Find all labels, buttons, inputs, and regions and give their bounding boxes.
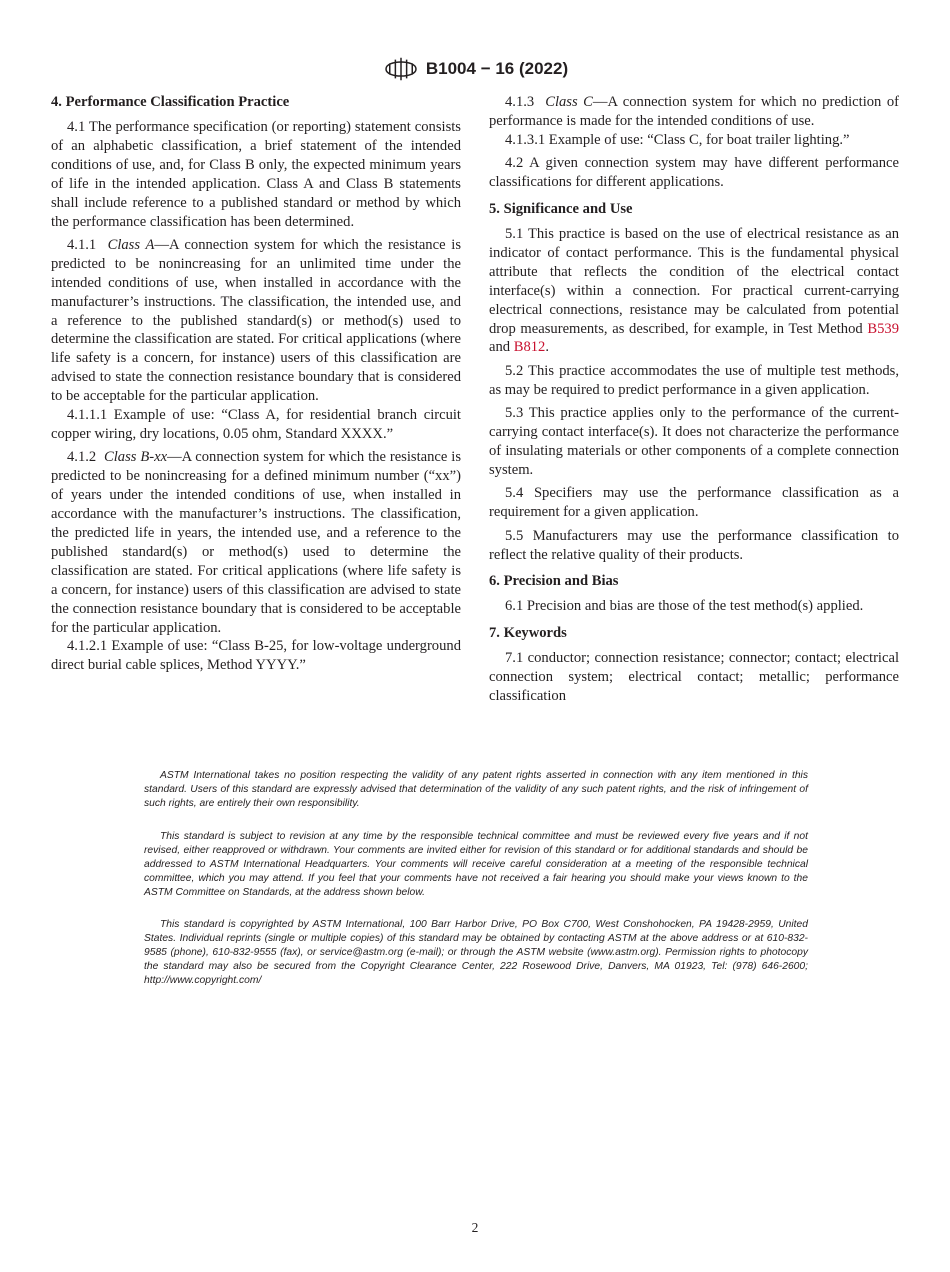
footer-patent-notice: ASTM International takes no position respecting the validity of any patent rights asserted in connection with any item mentioned in this standard. Users of this standard are expressly advised that determination of the validity of any such patent rights, and the risk of infringement of such rights, are entirely their own responsibility.	[144, 770, 808, 809]
paragraph-5-1: 5.1 This practice is based on the use of electrical resistance as an indicator of contact performance. This is the fundamental physical attribute that reflects the condition of the electrical contact interface(s) within a connection. For practical current-carrying electrical connections, resistance may be calculated from potential drop measurements, as described, for example, in Test Method B539 and B812.	[489, 226, 899, 356]
section-5-heading: 5. Significance and Use	[489, 201, 633, 218]
paragraph-5-4: 5.4 Specifiers may use the performance classification as a requirement for a given application.	[489, 485, 899, 521]
link-b539[interactable]: B539	[867, 320, 899, 337]
astm-logo	[382, 54, 420, 84]
footer-revision-notice: This standard is subject to revision at any time by the responsible technical committee and must be reviewed every five years and if not revised, either reapproved or withdrawn. Your comments are invited either for revision of this standard or for additional standards and should be addressed to ASTM International Headquarters. Your comments will receive careful consideration at a meeting of the responsible technical committee, which you may attend. If you feel that your comments have not received a fair hearing you should make your views known to the ASTM Committee on Standards, at the address shown below.	[144, 831, 808, 898]
section-4-heading: 4. Performance Classification Practice	[51, 94, 290, 110]
right-column	[489, 93, 899, 711]
paragraph-4-1-1: 4.1.1 Class A—A connection system for which the resistance is predicted to be nonincreasing for an unlimited time under the intended conditions of use, when installed in accordance with the manufacturer’s instructions. The classification, the intended use, and a reference to the published standard(s) or method(s) used to determine the classification are stated. For critical applications (where life safety is a concern, for instance) users of this classification are advised to state the connection resistance boundary that is considered to be acceptable for the particular application.	[51, 236, 461, 405]
footer-copyright-notice: This standard is copyrighted by ASTM International, 100 Barr Harbor Drive, PO Box C700, West Conshohocken, PA 19428-2959, United States. Individual reprints (single or multiple copies) of this standard may be obtained by contacting ASTM at the above address or at 610-832-9585 (phone), 610-832-9555 (fax), or service@astm.org (e-mail); or through the ASTM website (www.astm.org). Permission rights to photocopy the standard may also be secured from the Copyright Clearance Center, 222 Rosewood Drive, Danvers, MA 01923, Tel: (978) 646-2600; http://www.copyright.com/	[144, 919, 808, 986]
paragraph-4-2: 4.2 A given connection system may have different performance classifications for different applications.	[489, 155, 899, 191]
paragraph-4-1-1-1: 4.1.1.1 Example of use: “Class A, for residential branch circuit copper wiring, dry locations, 0.05 ohm, Standard XXXX.”	[51, 407, 461, 442]
paragraph-4-1-3-1: 4.1.3.1 Example of use: “Class C, for boat trailer lighting.”	[505, 131, 850, 148]
document-designation: B1004 − 16 (2022)	[425, 59, 569, 78]
paragraph-4-1-2: 4.1.2 Class B-xx—A connection system for which the resistance is predicted to be nonincreasing for a defined minimum number (“xx”) of years under the intended conditions of use, when installed in accordance with the manufacturer’s instructions. The classification, the predicted life in years, the intended use, and a reference to the published standard(s) or method(s) used to determine the classification are stated. For critical applications (where life safety is a concern, for instance) users of this classification are advised to state the connection resistance boundary that is considered to be acceptable for the particular application.	[51, 449, 462, 636]
page-header	[0, 52, 950, 86]
paragraph-5-2: 5.2 This practice accommodates the use of multiple test methods, as may be required to predict performance in a given application.	[489, 362, 899, 398]
page-number: 2	[471, 1220, 479, 1235]
paragraph-7-1: 7.1 conductor; connection resistance; connector; contact; electrical connection system; electrical contact; metallic; performance classification	[489, 650, 899, 705]
section-7-heading: 7. Keywords	[489, 625, 567, 642]
paragraph-6-1: 6.1 Precision and bias are those of the test method(s) applied.	[505, 598, 864, 615]
paragraph-4-1: 4.1 The performance specification (or reporting) statement consists of an alphabetic classification, a brief statement of the intended conditions of use, and, for Class B only, the expected minimum years of life in the intended application. Class A and Class B statements shall include reference to a published standard or method by which the performance classification has been determined.	[51, 119, 461, 230]
paragraph-4-1-3: 4.1.3 Class C—A connection system for which no prediction of performance is made for the intended conditions of use.	[489, 94, 900, 129]
left-column	[51, 93, 461, 680]
paragraph-4-1-2-1: 4.1.2.1 Example of use: “Class B-25, for low-voltage underground direct burial cable splices, Method YYYY.”	[51, 638, 461, 674]
paragraph-5-3: 5.3 This practice applies only to the performance of the current-carrying contact interface(s). It does not characterize the performance of insulating materials or other components of a complete connection system.	[489, 405, 899, 478]
link-b812[interactable]: B812	[513, 339, 546, 356]
section-6-heading: 6. Precision and Bias	[489, 573, 619, 590]
paragraph-5-5: 5.5 Manufacturers may use the performance classification to reflect the relative quality of their products.	[489, 527, 899, 563]
